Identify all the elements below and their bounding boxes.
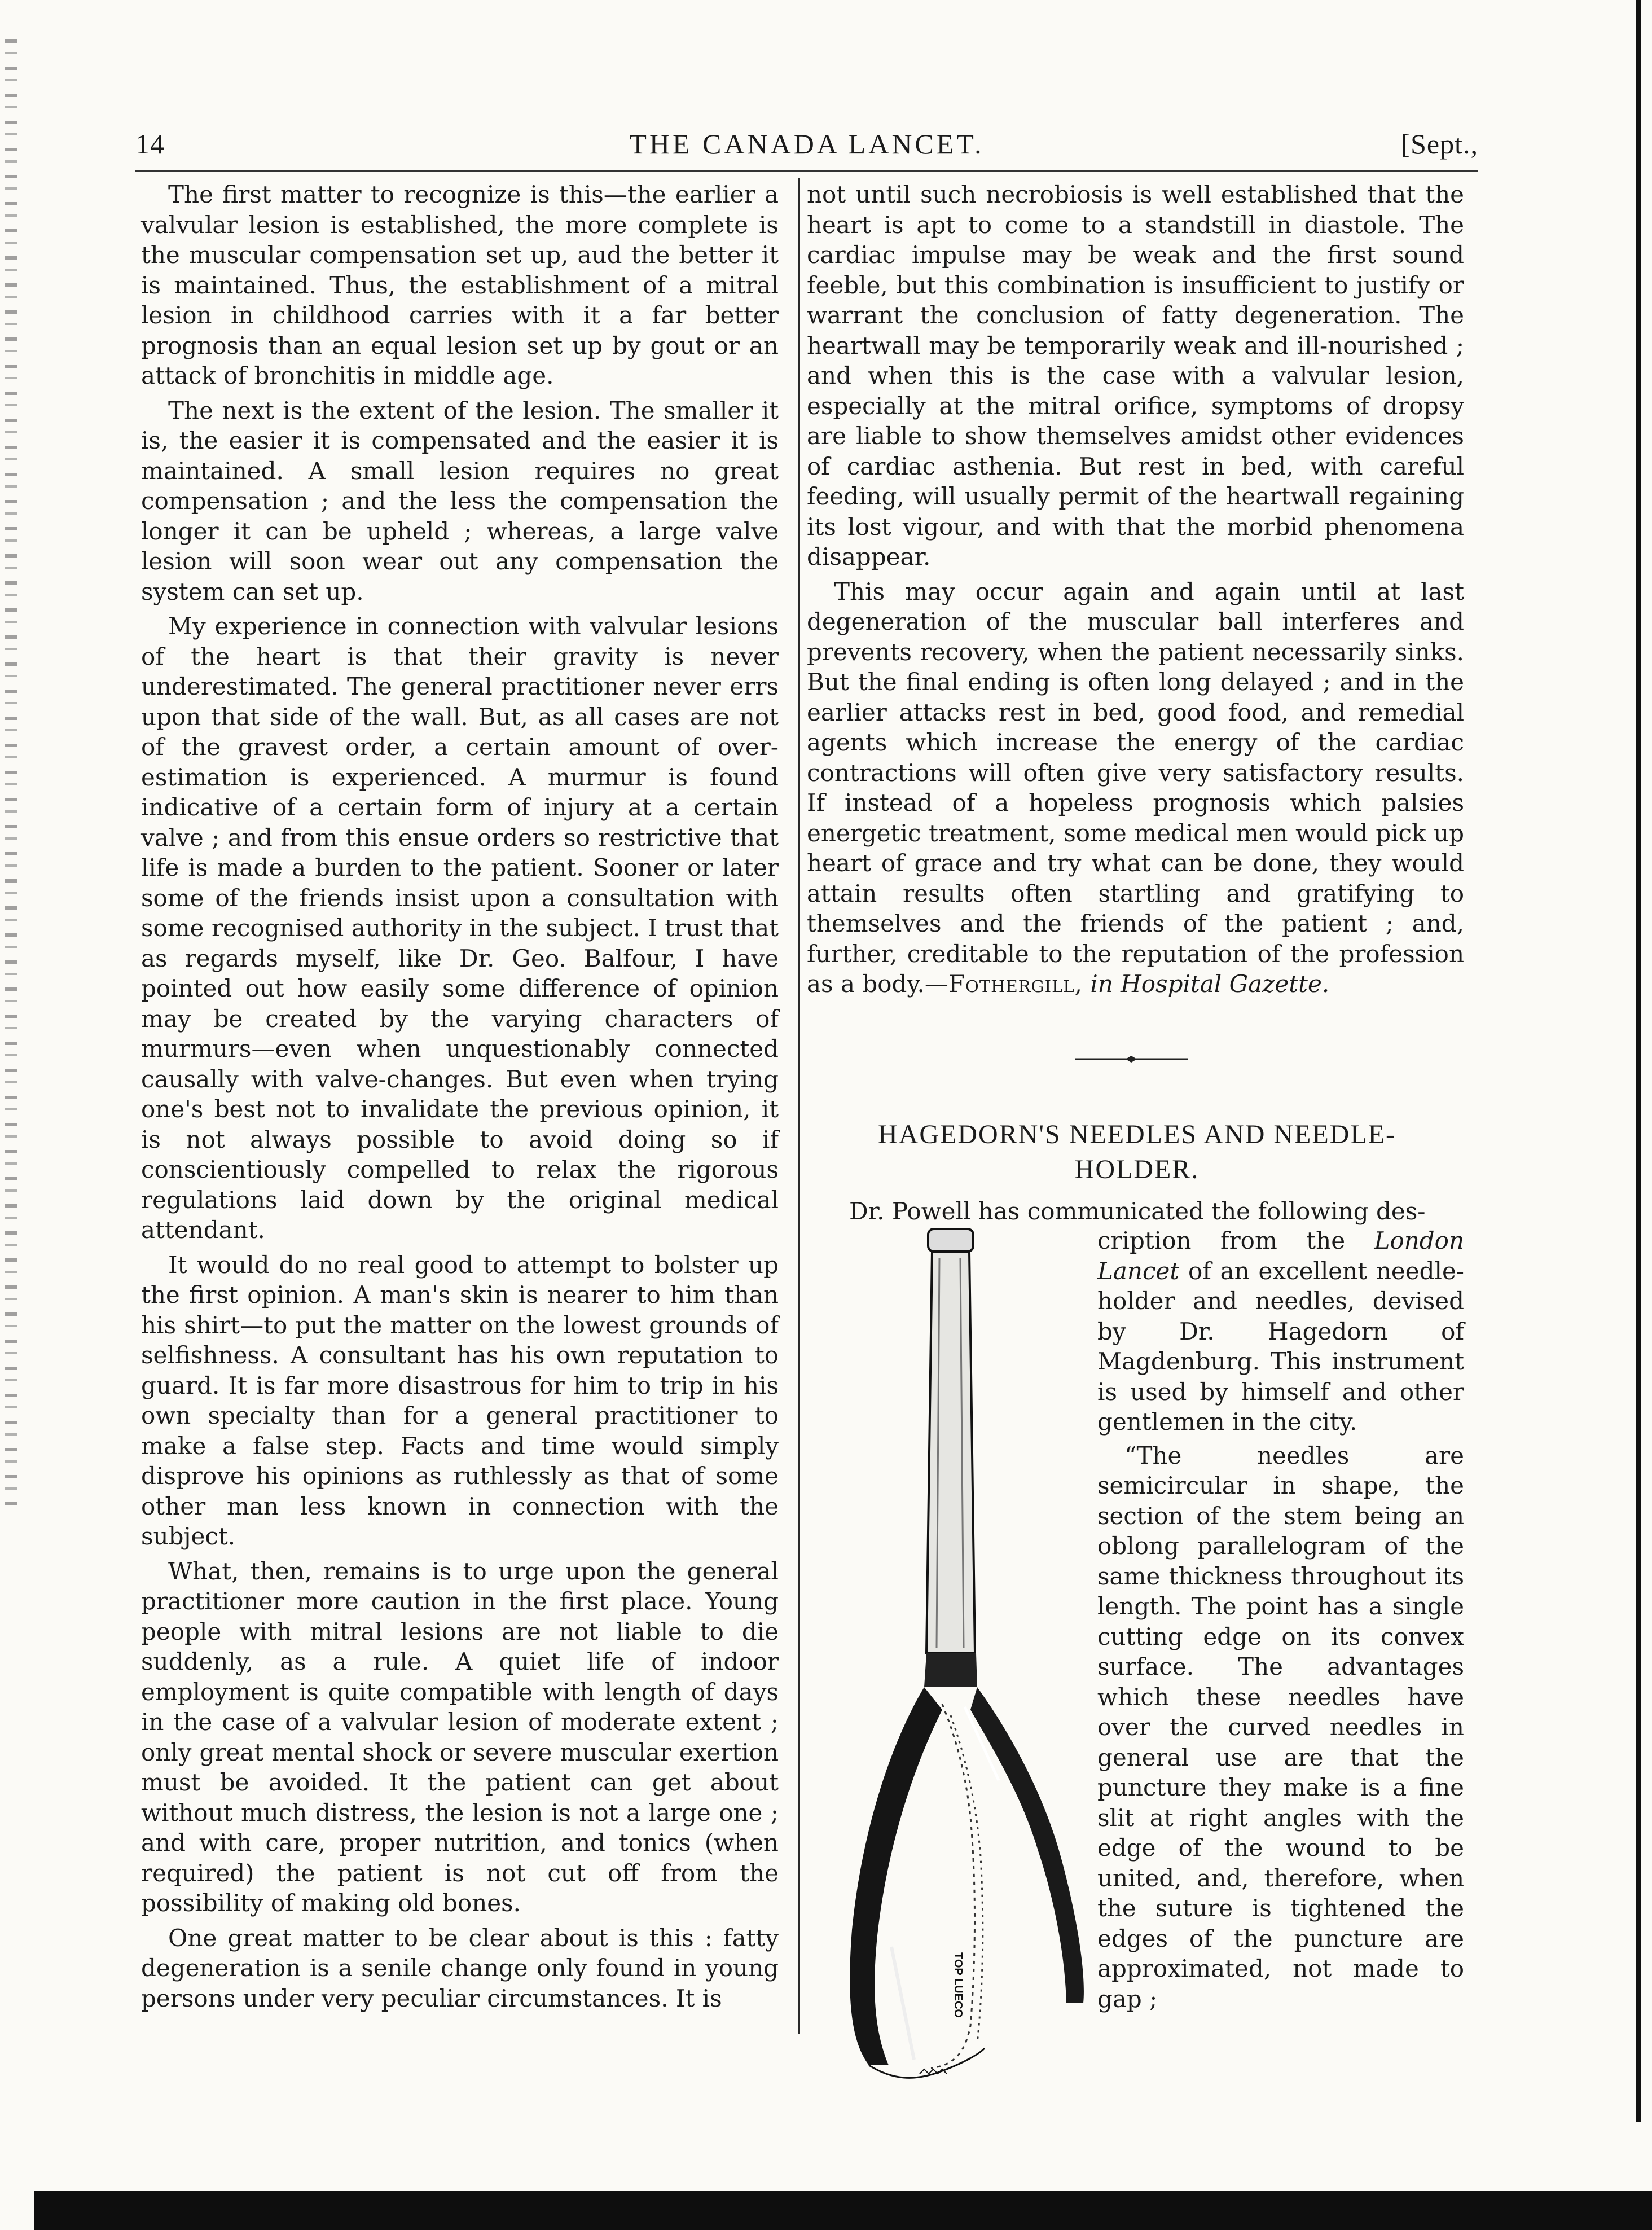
source-title: London Lancet [1097,1227,1464,1285]
article-body [1097,1226,1464,2017]
article-intro: Dr. Powell has communicated the following des- [849,1197,1426,1225]
page-header [135,128,1478,173]
section-mark: [Sept., [1400,128,1478,160]
paragraph: It would do no real good to attempt to bolster up the first opinion. A man's skin is nearer to him than his shirt—to put the matter on the lowest grounds of selfishness. A consultant has his own reputation to guard. It is far more disastrous for him to trip in his own specialty than for a general practitioner to make a false step. Facts and time would simply disprove his opinions as ruthlessly as that of some other man less known in connection with the subject. [141,1250,779,1550]
paragraph-text: of an excellent needle-holder and needles, devised by Dr. Hagedorn of Magdenburg. This instrument is used by himself and other gentlemen in the city. [1097,1257,1464,1436]
paragraph-text: This may occur again and again until at last degeneration of the muscular ball interferes and prevents recovery, when the patient necessarily sinks. But the final ending is often long delayed ; and in the earlier attacks rest in bed, good food, and remedial agents which increase the energy of the cardiac contractions will often give very satisfactory results. If instead of a hopeless prognosis which palsies energetic treatment, some medical men would pick up heart of grace and try what can be done, they would attain results often startling and gratifying to themselves and the friends of the patient ; and, further, creditable to the reputation of the profession as a body.— [807,577,1464,998]
paragraph: “The needles are semicircular in shape, the section of the stem being an oblong parallelogram of the same thickness throughout its length. The point has a single cutting edge on its convex surface. The advantages which these needles have over the curved needles in general use are that the puncture they make is a fine slit at right angles with the edge of the wound to be united, and, therefore, when the suture is tightened the edges of the puncture are approximated, not made to gap ; [1097,1441,1464,2013]
scan-edge-left [5,39,17,1507]
paragraph: not until such necrobiosis is well established that the heart is apt to come to a standstill in diastole. The cardiac impulse may be weak and the first sound feeble, but this combination is insufficient to justify or warrant the conclusion of fatty degeneration. The heartwall may be temporarily weak and ill-nourished ; and when this is the case with a valvular lesion, especially at the mitral orifice, symptoms of dropsy are liable to show themselves amidst other evidences of cardiac asthenia. But rest in bed, with careful feeding, will usually permit of the heartwall regaining its lost vigour, and with that the morbid phenomena disappear. [807,181,1464,570]
attribution-author: Fothergill, [948,970,1083,998]
paragraph [807,577,1464,999]
paragraph: What, then, remains is to urge upon the general practitioner more caution in the first place. Young people with mitral lesions are not liable to die suddenly, as a rule. A quiet life of indoor employment is quite compatible with length of days in the case of a valvular lesion of moderate extent ; only great mental shock or severe muscular exertion must be avoided. It the patient can get about without much distress, the lesion is not a large one ; and with care, proper nutrition, and tonics (when required) the patient is not cut off from the possibility of making old bones. [141,1557,779,1917]
paragraph: One great matter to be clear about is this : fatty degeneration is a senile change only found in young persons under very peculiar circumstances. It is [141,1924,779,2012]
column-divider [798,178,800,2034]
left-column [141,179,779,2018]
attribution-source: in Hospital Gazette. [1090,970,1330,998]
journal-title: THE CANADA LANCET. [629,128,985,160]
needle-holder-illustration [829,1224,1100,2105]
figure-maker-mark: TOP LUECO [952,1952,964,2018]
right-column [807,179,1464,1004]
scan-bottom-bar [34,2191,1652,2230]
scan-edge-right [1636,0,1641,2122]
paragraph: The first matter to recognize is this—the earlier a valvular lesion is established, the more complete is the muscular compensation set up, aud the better it is maintained. Thus, the establishment of a mitral lesion in childhood carries with it a far better prognosis than an equal lesion set up by gout or an attack of bronchitis in middle age. [141,181,779,389]
section-ornament [1075,1055,1188,1063]
paragraph: My experience in connection with valvular lesions of the heart is that their gravity is never underestimated. The general practitioner never errs upon that side of the wall. But, as all cases are not of the gravest order, a certain amount of over-estimation is experienced. A murmur is found indicative of a certain form of injury at a certain valve ; and from this ensue orders so restrictive that life is made a burden to the patient. Sooner or later some of the friends insist upon a consultation with some recognised authority in the subject. I trust that as regards myself, like Dr. Geo. Balfour, I have pointed out how easily some difference of opinion may be created by the varying characters of murmurs—even when unquestionably connected causally with valve-changes. But even when trying one's best not to invalidate the previous opinion, it is not always possible to avoid doing so if conscientiously compelled to relax the rigorous regulations laid down by the original medical attendant. [141,612,779,1244]
page-number: 14 [135,128,165,160]
paragraph-text: cription from the [1097,1227,1374,1254]
paragraph: The next is the extent of the lesion. The smaller it is, the easier it is compensated and the easier it is maintained. A small lesion requires no great compensation ; and the less the compensation the longer it can be upheld ; whereas, a large valve lesion will soon wear out any compensation the system can set up. [141,396,779,605]
paragraph [1097,1226,1464,1437]
article-title: HAGEDORN'S NEEDLES AND NEEDLE-HOLDER. [878,1120,1396,1184]
header-rule [135,170,1478,172]
